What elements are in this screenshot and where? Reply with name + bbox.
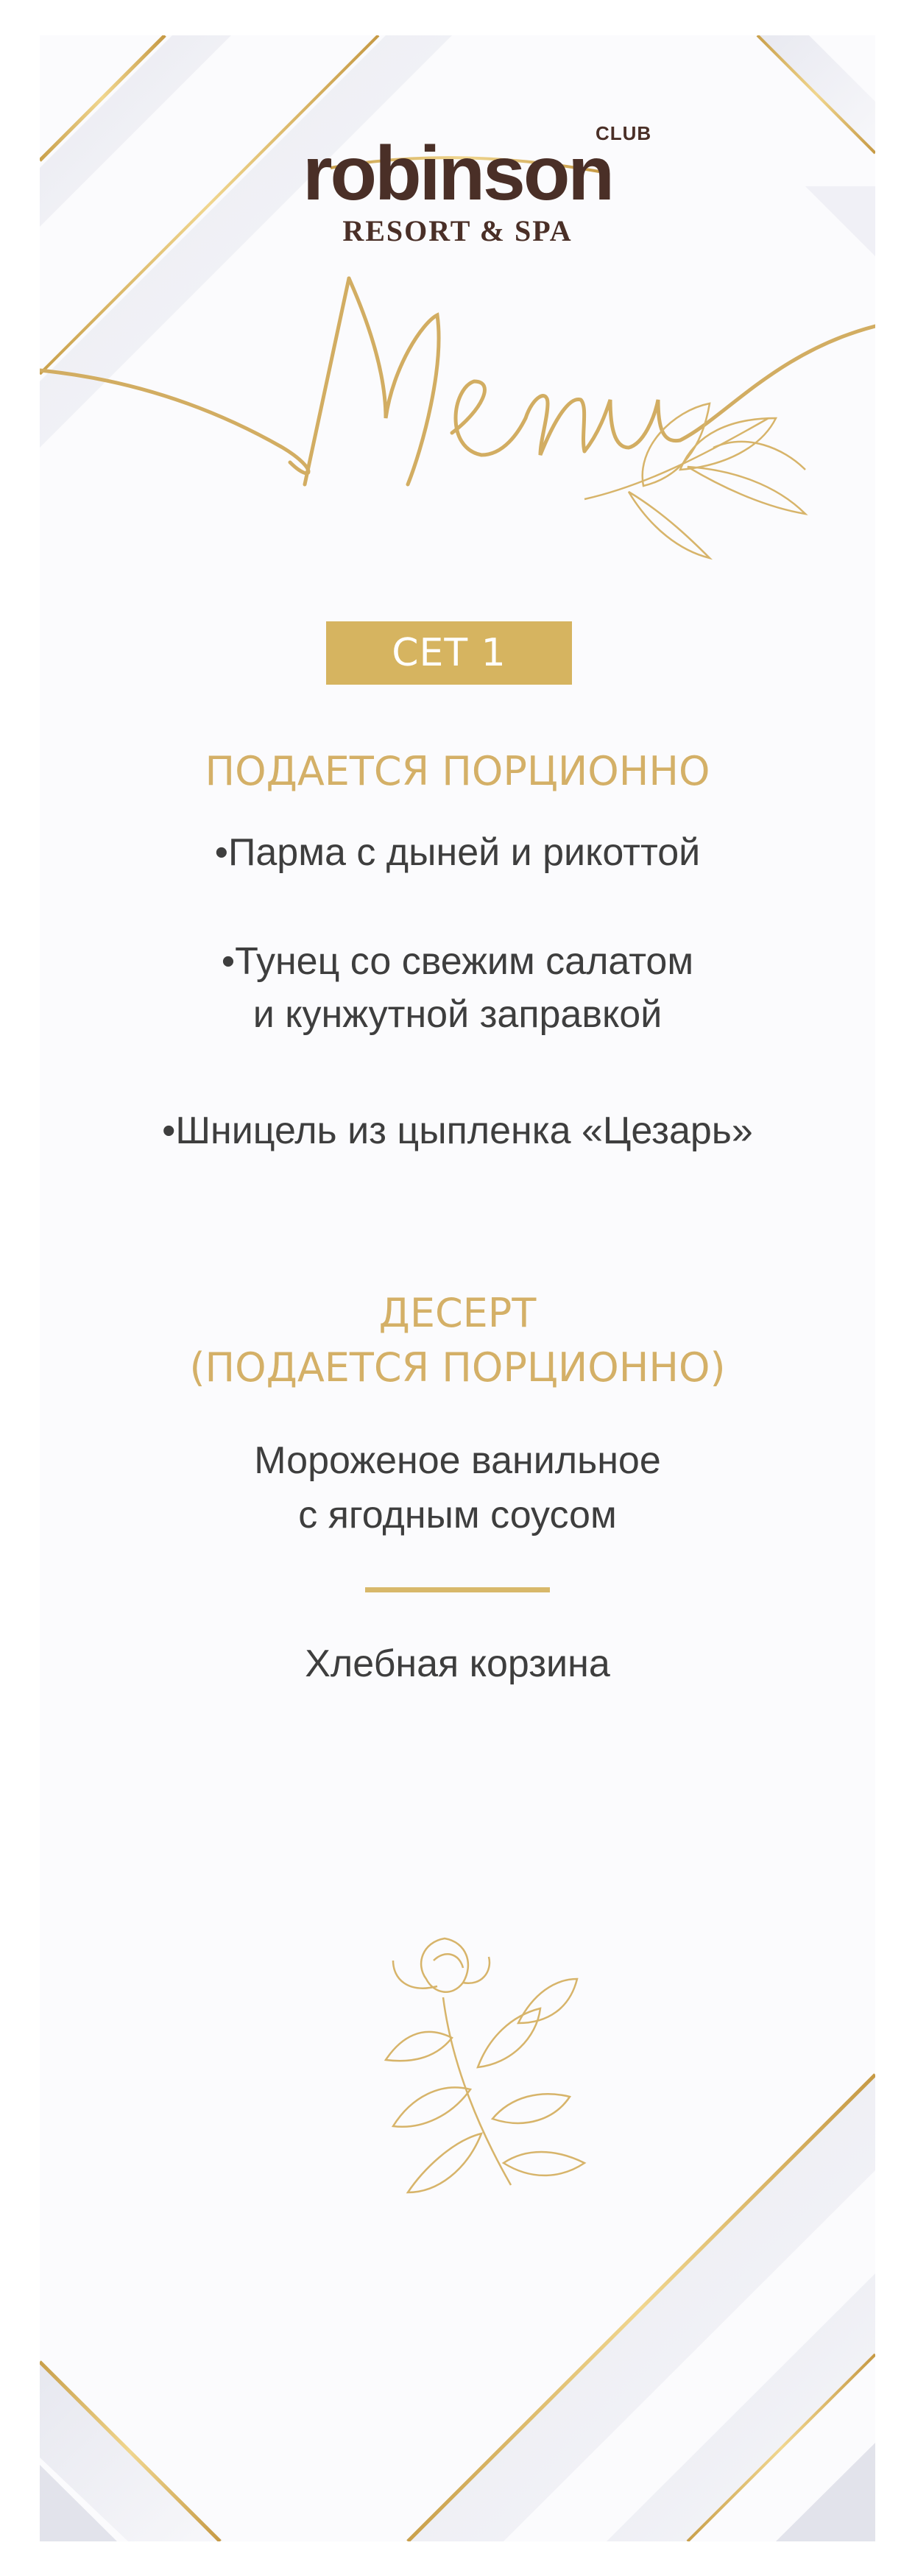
logo-brand-text: robinson [303, 131, 612, 216]
menu-card [40, 35, 875, 2541]
menu-item: •Шницель из цыпленка «Цезарь» [162, 1109, 753, 1152]
section2-heading-line2: (ПОДАЕТСЯ ПОРЦИОННО) [189, 1344, 726, 1391]
menu-item: •Тунец со свежим салатом [221, 940, 694, 983]
gold-divider [365, 1587, 550, 1592]
robinson-logo [40, 87, 875, 247]
leaf-sprig-top [584, 403, 805, 558]
menu-item-continued: и кунжутной заправкой [252, 993, 663, 1036]
logo-club-text: CLUB [596, 122, 652, 144]
section2-heading-line1: ДЕСЕРТ [378, 1290, 537, 1336]
set-badge: СЕТ 1 [326, 621, 572, 685]
bottom-right-stripes [408, 2075, 875, 2541]
dessert-item: Мороженое ванильное [254, 1439, 661, 1482]
bottom-left-stripe [40, 2362, 224, 2541]
floral-illustration-bottom [386, 1938, 584, 2192]
section1-heading: ПОДАЕТСЯ ПОРЦИОННО [205, 748, 710, 794]
logo-subtitle: RESORT & SPA [342, 214, 573, 247]
menu-item: •Парма с дыней и рикоттой [214, 831, 701, 874]
dessert-item-continued: с ягодным соусом [298, 1494, 617, 1536]
bread-item: Хлебная корзина [305, 1642, 610, 1685]
